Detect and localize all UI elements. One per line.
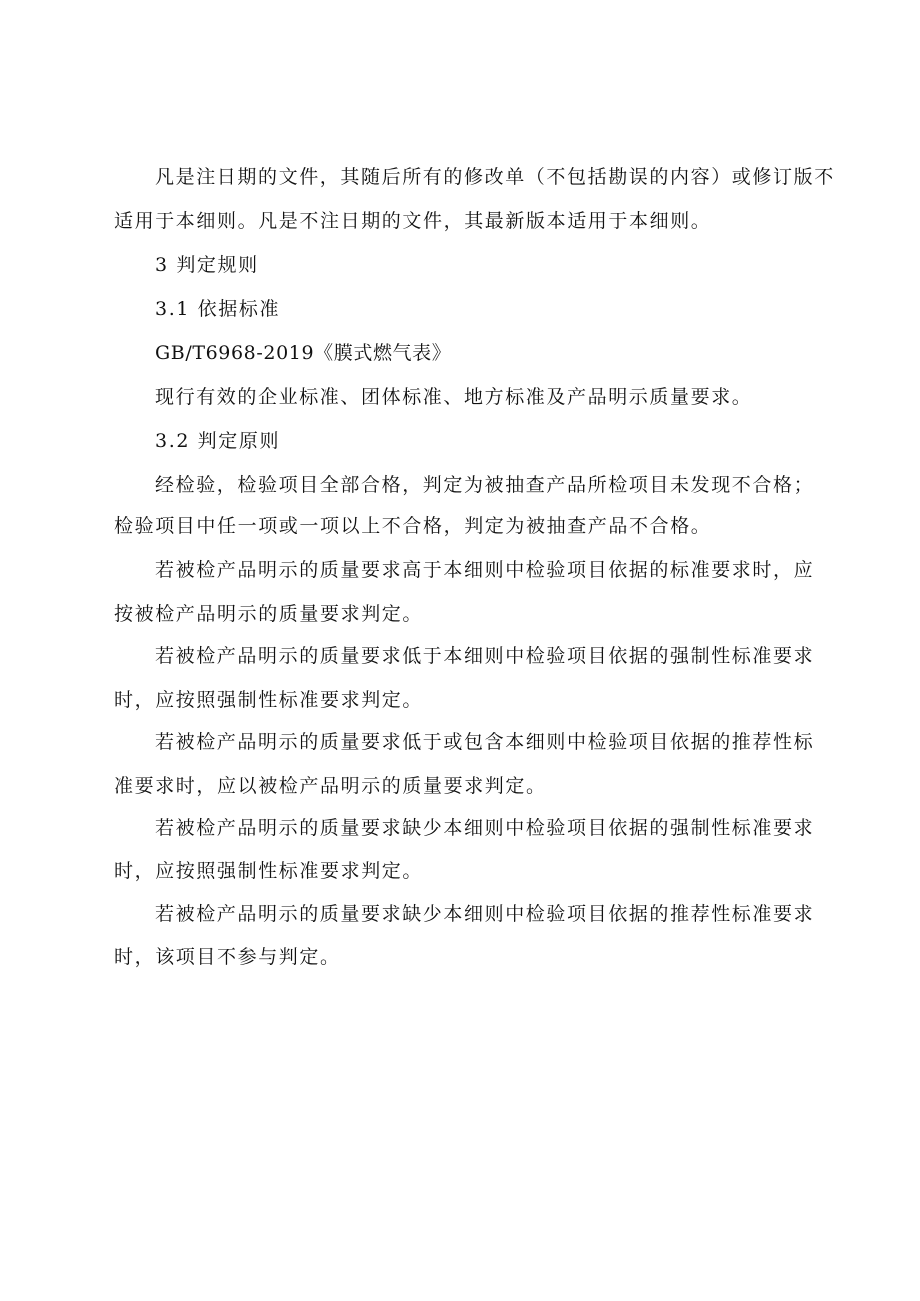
- principle-6-line-1: 若被检产品明示的质量要求缺少本细则中检验项目依据的推荐性标准要求: [155, 903, 815, 925]
- principle-3-line-1: 若被检产品明示的质量要求低于本细则中检验项目依据的强制性标准要求: [155, 645, 815, 667]
- principle-2-line-1: 若被检产品明示的质量要求高于本细则中检验项目依据的标准要求时，应: [155, 559, 815, 581]
- section-3-1-heading: 3.1 依据标准: [155, 298, 281, 320]
- section-3-2-heading: 3.2 判定原则: [155, 430, 281, 452]
- principle-4-line-1: 若被检产品明示的质量要求低于或包含本细则中检验项目依据的推荐性标: [155, 731, 815, 753]
- principle-5-line-2: 时，应按照强制性标准要求判定。: [114, 860, 424, 882]
- standard-other-line: 现行有效的企业标准、团体标准、地方标准及产品明示质量要求。: [155, 386, 753, 408]
- standard-gb-line: GB/T6968-2019《膜式燃气表》: [155, 342, 452, 364]
- principle-4-line-2: 准要求时，应以被检产品明示的质量要求判定。: [114, 775, 547, 797]
- principle-6-line-2: 时，该项目不参与判定。: [114, 946, 341, 968]
- principle-1-line-1: 经检验，检验项目全部合格，判定为被抽查产品所检项目未发现不合格；: [155, 474, 815, 496]
- principle-3-line-2: 时，应按照强制性标准要求判定。: [114, 689, 424, 711]
- principle-5-line-1: 若被检产品明示的质量要求缺少本细则中检验项目依据的强制性标准要求: [155, 817, 815, 839]
- principle-2-line-2: 按被检产品明示的质量要求判定。: [114, 603, 424, 625]
- section-3-heading: 3 判定规则: [155, 254, 259, 276]
- scope-note-line-1: 凡是注日期的文件，其随后所有的修改单（不包括勘误的内容）或修订版不: [155, 166, 835, 188]
- principle-1-line-2: 检验项目中任一项或一项以上不合格，判定为被抽查产品不合格。: [114, 515, 712, 537]
- scope-note-line-2: 适用于本细则。凡是不注日期的文件，其最新版本适用于本细则。: [114, 210, 712, 232]
